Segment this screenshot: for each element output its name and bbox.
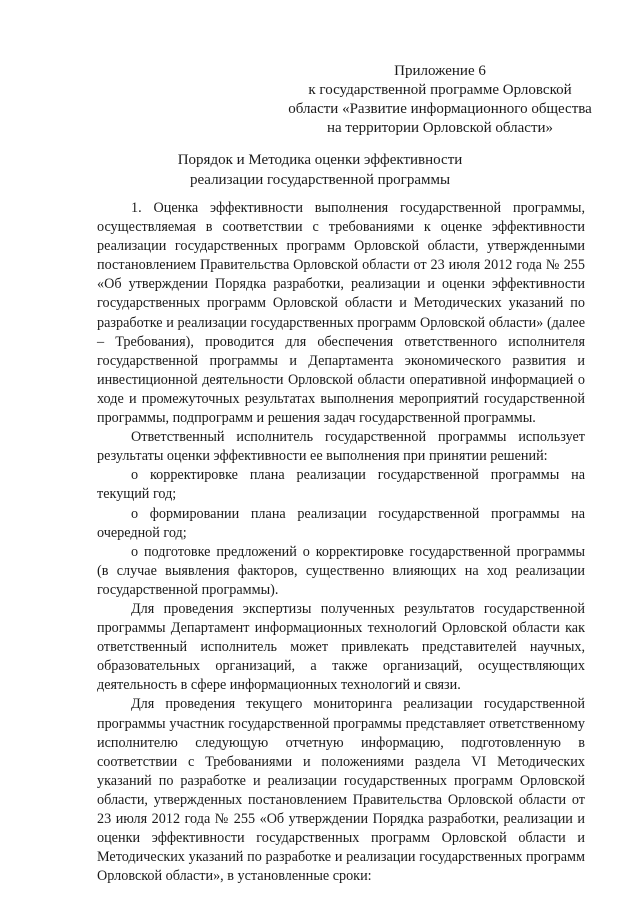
- paragraph-item-next-year: о формировании плана реализации государственной программы на очередной год;: [97, 505, 585, 541]
- appendix-line: к государственной программе Орловской: [308, 82, 572, 98]
- paragraph-item-corrections: о подготовке предложений о корректировке государственной программы (в случае выявления факторов, существенно влияющих на ход реализации государственной программы).: [97, 543, 585, 598]
- paragraph-item-current-year: о корректировке плана реализации государственной программы на текущий год;: [97, 467, 585, 503]
- appendix-number: Приложение 6: [394, 63, 486, 79]
- paragraph-monitoring: Для проведения текущего мониторинга реализации государственной программы участник государственной программы представляет ответственному исполнителю следующую отчетную информацию, подготовленную в соответствии с Требованиями и положениями раздела VI Методических указаний по разработке и реализации государственных программ Орловской области, утвержденных постановлением Правительства Орловской области от 23 июля 2012 года № 255 «Об утверждении Порядка разработки, реализации и оценки эффективности государственных программ Орловской области и Методических указаний по разработке и реализации государственных программ Орловской области», в установленные сроки:: [97, 696, 585, 885]
- paragraph-expertise: Для проведения экспертизы полученных результатов государственной программы Департамент информационных технологий Орловской области как ответственный исполнитель может привлекать представителей научных, образовательных организаций, а также организаций, осуществляющих деятельность в сфере информационных технологий и связи.: [97, 600, 585, 694]
- appendix-line: области «Развитие информационного общества: [288, 101, 592, 117]
- title-line: реализации государственной программы: [189, 172, 451, 188]
- document-title: [120, 150, 520, 190]
- paragraph-evaluation-purpose: 1. Оценка эффективности выполнения государственной программы, осуществляемая в соответствии с требованиями к оценке эффективности реализации государственных программ Орловской области, утвержденными постановлением Правительства Орловской области от 23 июля 2012 года № 255 «Об утверждении Порядка разработки, реализации и оценки эффективности государственных программ Орловской области и Методических указаний по разработке и реализации государственных программ Орловской области» (далее – Требования), проводится для обеспечения ответственного исполнителя государственной программы и Департамента экономического развития и инвестиционной деятельности Орловской области оперативной информацией о ходе и промежуточных результатах выполнения мероприятий государственной программы, подпрограмм и решения задач государственной программы.: [97, 200, 585, 427]
- appendix-line: на территории Орловской области»: [326, 120, 554, 136]
- appendix-header: [280, 62, 600, 138]
- title-line: Порядок и Методика оценки эффективности: [177, 152, 463, 168]
- document-body: [97, 199, 585, 886]
- paragraph-results-usage: Ответственный исполнитель государственной программы использует результаты оценки эффективности ее выполнения при принятии решений:: [97, 429, 585, 465]
